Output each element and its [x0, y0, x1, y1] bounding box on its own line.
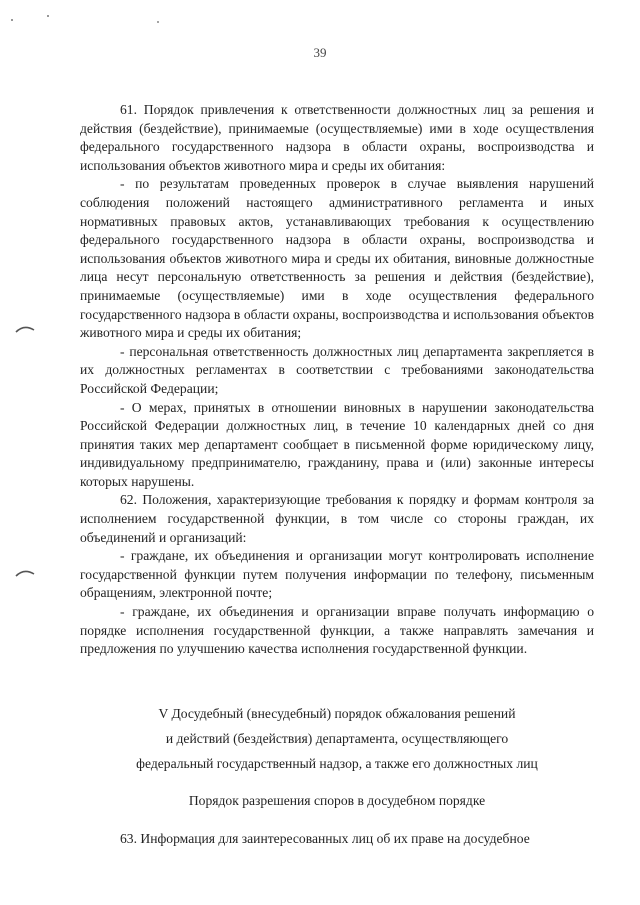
paragraph-61-item-2: - персональная ответственность должностных лиц департамента закрепляется в их должностных регламентах в соответствии с требованиями законодательства Российской Федерации; — [80, 343, 594, 396]
paragraph-61-item-3: - О мерах, принятых в отношении виновных в нарушении законодательства Российской Федерации должностных лиц, в течение 10 календарных дней со дня принятия таких мер департамент сообщает в письменной форме юридическому лицу, индивидуальному предпринимателю, гражданину, права и (или) законные интересы которых нарушены. — [80, 399, 594, 489]
paragraph-62-item-1: - граждане, их объединения и организации могут контролировать исполнение государственной функции путем получения информации по телефону, письменным обращениям, электронной почте; — [80, 548, 594, 601]
body-text — [80, 101, 594, 659]
punch-hole-mark-upper — [14, 322, 36, 336]
section-heading-line-2: и действий (бездействия) департамента, осуществляющего — [165, 731, 509, 746]
section-heading — [80, 701, 594, 776]
page-number: 39 — [313, 45, 327, 60]
section-heading-line-1: V Досудебный (внесудебный) порядок обжалования решений — [158, 706, 516, 721]
subsection-heading: Порядок разрешения споров в досудебном порядке — [188, 793, 486, 808]
paragraph-62-item-2: - граждане, их объединения и организации вправе получать информацию о порядке исполнения государственной функции, а также направлять замечания и предложения по улучшению качества исполнения государственной функции. — [80, 604, 594, 657]
scan-speck-mark — [8, 10, 168, 24]
paragraph-63: 63. Информация для заинтересованных лиц об их праве на досудебное — [120, 831, 530, 846]
punch-hole-mark-lower — [14, 566, 36, 580]
section-heading-line-3: федеральный государственный надзор, а также его должностных лиц — [136, 756, 538, 771]
paragraph-61-item-1: - по результатам проведенных проверок в случае выявления нарушений соблюдения положений настоящего административного регламента и иных нормативных правовых актов, устанавливающих требования к осуществлению федерального государственного надзора в области охраны, воспроизводства и использования объектов животного мира и среды их обитания, виновные должностные лица несут персональную ответственность за решения и действия (бездействие), принимаемые (осуществляемые) ими в ходе осуществления федерального государственного надзора в области охраны, воспроизводства и использования объектов животного мира и среды их обитания; — [80, 176, 594, 341]
paragraph-62-intro: 62. Положения, характеризующие требования к порядку и формам контроля за исполнением государственной функции, в том числе со стороны граждан, их объединений и организаций: — [80, 492, 594, 545]
paragraph-61-intro: 61. Порядок привлечения к ответственности должностных лиц за решения и действия (бездействие), принимаемые (осуществляемые) ими в ходе осуществления федерального государственного надзора в области охраны, воспроизводства и использования объектов животного мира и среды их обитания: — [80, 102, 594, 173]
